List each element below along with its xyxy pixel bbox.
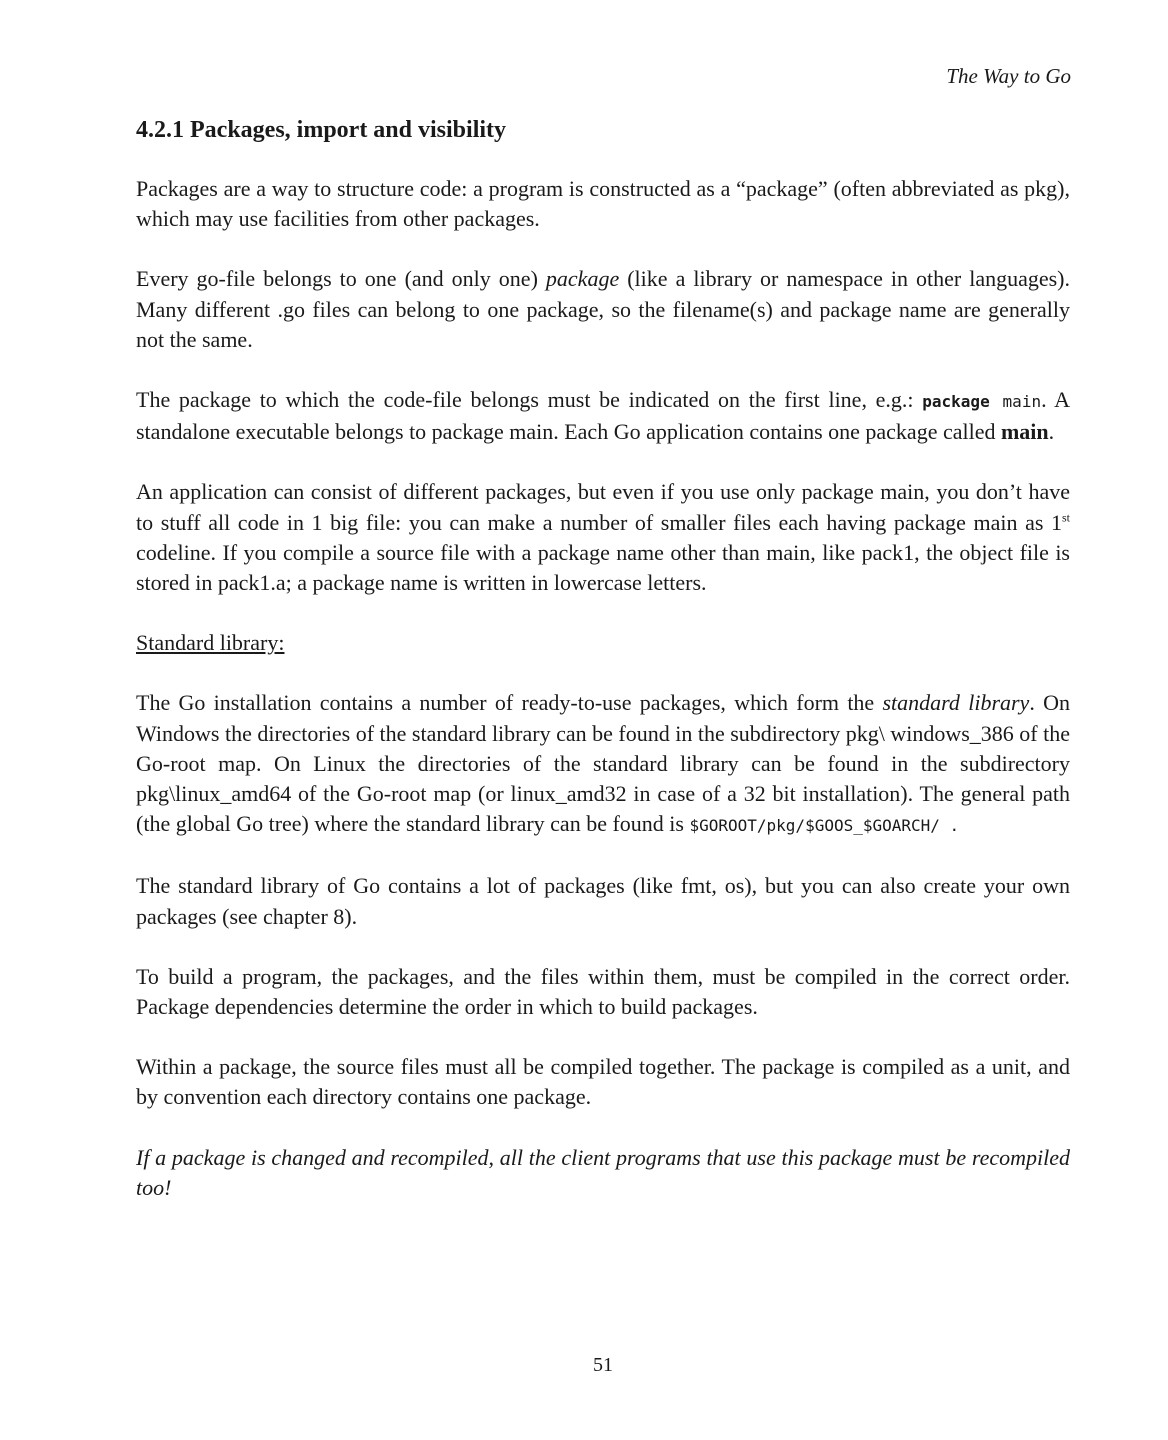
text-run: An application can consist of different packages, but even if you use only package main, you don’t have to stuff all code in 1 big file: you can make a number of smaller files each having package main as 1 (136, 479, 1070, 535)
code-keyword-package: package (922, 392, 990, 412)
code-package-name: main (989, 392, 1042, 412)
paragraph-go-file-package (136, 264, 1070, 355)
emphasis-standard-library: standard library (882, 690, 1030, 716)
paragraph-recompile-note: If a package is changed and recompiled, all the client programs that use this package must be recompiled too! (136, 1144, 1070, 1200)
paragraph-application-packages (136, 477, 1070, 598)
text-run: . On Windows the directories of the standard library can be found in the subdirectory pkg\ windows_386 of the Go-root map. On Linux the directories of the standard library can be found in the subdirectory pkg\linux_amd64 of the Go-root map (or linux_amd32 in case of a 32 bit installation). The general path (the global Go tree) where the standard library can be found is (136, 690, 1071, 837)
standard-library-heading: Standard library: (136, 630, 285, 656)
emphasis-package: package (545, 266, 620, 292)
paragraph-packages-intro: Packages are a way to structure code: a program is constructed as a “package” (often abbreviated as pkg), which may use facilities from other packages. (136, 176, 1070, 232)
running-header: The Way to Go (946, 64, 1071, 88)
text-run: The package to which the code-file belongs must be indicated on the first line, e.g.: (136, 387, 923, 413)
text-run: Every go-file belongs to one (and only one) (136, 266, 546, 292)
section-title: 4.2.1 Packages, import and visibility (136, 117, 507, 143)
page-number: 51 (593, 1354, 613, 1376)
bold-main: main (1000, 419, 1049, 445)
page-content (136, 114, 1070, 1233)
superscript-st: st (1061, 510, 1070, 525)
paragraph-build-order: To build a program, the packages, and the files within them, must be compiled in the correct order. Package dependencies determine the order in which to build packages. (136, 963, 1070, 1020)
text-run: . (1048, 419, 1055, 445)
paragraph-standard-library (136, 688, 1070, 841)
text-run: The Go installation contains a number of ready-to-use packages, which form the (136, 690, 883, 716)
paragraph-package-declaration (136, 385, 1070, 447)
code-goroot-path: $GOROOT/pkg/$GOOS_$GOARCH/ . (689, 816, 960, 836)
paragraph-compile-unit: Within a package, the source files must all be compiled together. The package is compiled as a unit, and by convention each directory contains one package. (136, 1054, 1070, 1110)
paragraph-std-packages: The standard library of Go contains a lot of packages (like fmt, os), but you can also create your own packages (see chapter 8). (136, 873, 1070, 929)
text-run: codeline. If you compile a source file with a package name other than main, like pack1, the object file is stored in pack1.a; a package name is written in lowercase letters. (136, 539, 1070, 596)
text-run: (like a library or namespace in other languages). Many different .go files can belong to one package, so the filename(s) and package name are generally not the same. (136, 266, 1071, 352)
text-run: . A standalone executable belongs to package main. Each Go application contains one package called (136, 387, 1070, 445)
